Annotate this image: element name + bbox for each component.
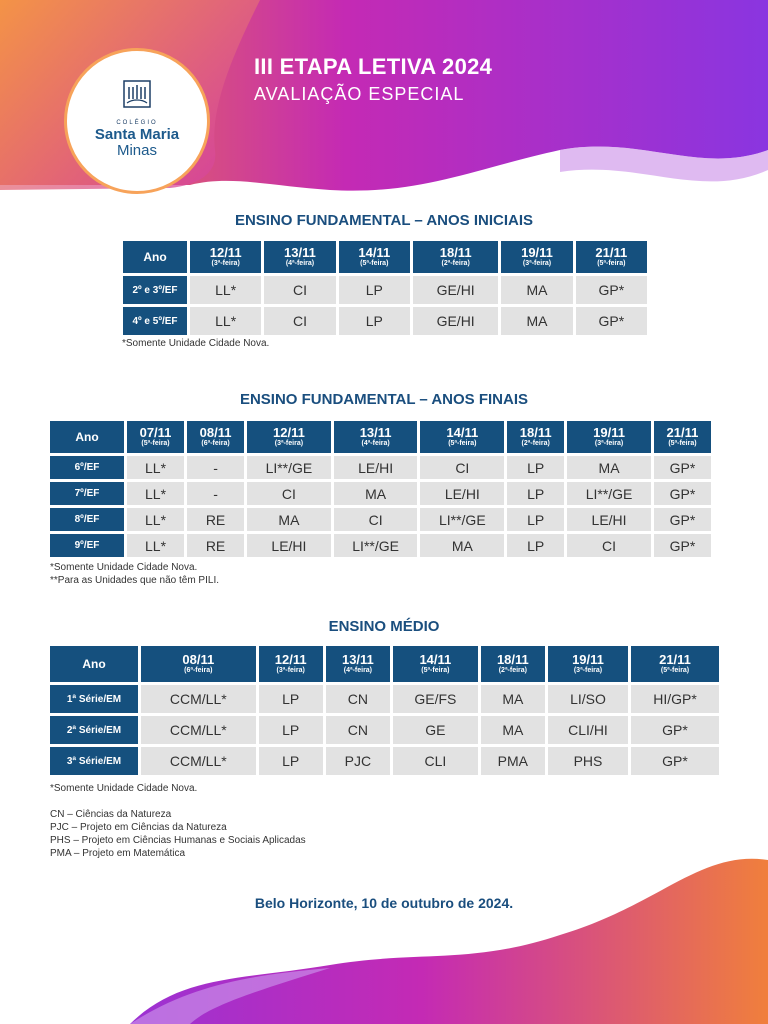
table-cell: MA (481, 685, 545, 713)
table-cell: LI**/GE (334, 534, 418, 557)
table-cell: CI (420, 456, 504, 479)
table-cell: LI**/GE (567, 482, 651, 505)
table-cell: CLI (393, 747, 478, 775)
legend-item: PJC – Projeto em Ciências da Natureza (50, 822, 227, 833)
header-corner: Ano (50, 646, 138, 682)
col-header: 08/11 (6ª-feira) (187, 421, 244, 453)
table-cell: MA (501, 307, 572, 335)
legend-item: PHS – Projeto em Ciências Humanas e Sociais Aplicadas (50, 835, 306, 846)
section-title-anos-finais: ENSINO FUNDAMENTAL – ANOS FINAIS (239, 391, 529, 408)
table-row (50, 534, 711, 557)
col-header: 21/11 (5ª-feira) (654, 421, 711, 453)
school-logo (64, 48, 210, 194)
table-cell: LE/HI (567, 508, 651, 531)
table-cell: LP (507, 508, 564, 531)
table-row (123, 276, 647, 304)
col-header: 21/11 (5ª-feira) (576, 241, 647, 273)
logo-city: Minas (116, 142, 157, 159)
col-header: 21/11 (5ª-feira) (631, 646, 719, 682)
col-header: 08/11 (6ª-feira) (141, 646, 256, 682)
table-cell: CI (264, 276, 335, 304)
col-header: 13/11 (4ª-feira) (264, 241, 335, 273)
table-cell: CI (334, 508, 418, 531)
section-title-anos-iniciais: ENSINO FUNDAMENTAL – ANOS INICIAIS (234, 212, 534, 229)
table-cell: GP* (654, 456, 711, 479)
table-cell: GE/HI (413, 276, 498, 304)
table-cell: CLI/HI (548, 716, 628, 744)
header-corner: Ano (50, 421, 124, 453)
row-header: 4º e 5º/EF (123, 307, 187, 335)
table-cell: MA (567, 456, 651, 479)
table-cell: LL* (190, 276, 261, 304)
row-header: 9º/EF (50, 534, 124, 557)
logo-name: Santa Maria (94, 126, 180, 143)
table-cell: CI (264, 307, 335, 335)
table-cell: GP* (654, 482, 711, 505)
footnote: *Somente Unidade Cidade Nova. (50, 783, 198, 794)
table-cell: CCM/LL* (141, 747, 256, 775)
table-row (50, 747, 719, 775)
place-date: Belo Horizonte, 10 de outubro de 2024. (254, 895, 514, 911)
col-header: 07/11 (5ª-feira) (127, 421, 184, 453)
footnote: *Somente Unidade Cidade Nova. (122, 338, 270, 349)
col-header: 14/11 (5ª-feira) (339, 241, 410, 273)
table-cell: MA (420, 534, 504, 557)
table-cell: GP* (654, 534, 711, 557)
table-cell: MA (334, 482, 418, 505)
table-cell: CN (326, 716, 390, 744)
crest-icon (67, 77, 207, 116)
col-header: 19/11 (3ª-feira) (501, 241, 572, 273)
table-cell: CI (247, 482, 331, 505)
table-cell: LP (259, 716, 323, 744)
header-corner: Ano (123, 241, 187, 273)
table-cell: LI**/GE (247, 456, 331, 479)
table-cell: LP (507, 534, 564, 557)
table-cell: PMA (481, 747, 545, 775)
table-cell: LP (259, 685, 323, 713)
table-cell: GE/HI (413, 307, 498, 335)
table-row (50, 508, 711, 531)
table-cell: LI**/GE (420, 508, 504, 531)
table-anos-finais (47, 418, 714, 560)
table-cell: LL* (127, 534, 184, 557)
table-ensino-medio (47, 643, 722, 778)
table-cell: LP (339, 276, 410, 304)
table-cell: PHS (548, 747, 628, 775)
table-cell: GP* (631, 747, 719, 775)
row-header: 1ª Série/EM (50, 685, 138, 713)
page-subtitle: AVALIAÇÃO ESPECIAL (254, 84, 465, 104)
table-cell: MA (247, 508, 331, 531)
table-cell: GE/FS (393, 685, 478, 713)
col-header: 14/11 (5ª-feira) (420, 421, 504, 453)
table-cell: LE/HI (334, 456, 418, 479)
footnote: **Para as Unidades que não têm PILI. (50, 575, 219, 586)
table-cell: - (187, 482, 244, 505)
legend-item: CN – Ciências da Natureza (50, 809, 172, 820)
section-title-ensino-medio: ENSINO MÉDIO (328, 618, 440, 635)
table-cell: LE/HI (247, 534, 331, 557)
table-cell: GP* (654, 508, 711, 531)
table-cell: LE/HI (420, 482, 504, 505)
col-header: 14/11 (5ª-feira) (393, 646, 478, 682)
footnotes (50, 561, 219, 587)
abbreviation-legend (50, 808, 306, 860)
col-header: 18/11 (2ª-feira) (413, 241, 498, 273)
table-cell: CN (326, 685, 390, 713)
table-cell: LP (507, 482, 564, 505)
row-header: 2ª Série/EM (50, 716, 138, 744)
table-cell: LL* (127, 482, 184, 505)
col-header: 18/11 (2ª-feira) (507, 421, 564, 453)
logo-small-label: COLÉGIO (116, 120, 158, 126)
table-cell: GE (393, 716, 478, 744)
row-header: 3ª Série/EM (50, 747, 138, 775)
table-cell: CCM/LL* (141, 685, 256, 713)
row-header: 7º/EF (50, 482, 124, 505)
table-cell: LP (259, 747, 323, 775)
table-row (50, 456, 711, 479)
table-row (50, 482, 711, 505)
col-header: 18/11 (2ª-feira) (481, 646, 545, 682)
row-header: 6º/EF (50, 456, 124, 479)
table-cell: PJC (326, 747, 390, 775)
col-header: 12/11 (3ª-feira) (190, 241, 261, 273)
table-cell: LL* (127, 508, 184, 531)
table-cell: LI/SO (548, 685, 628, 713)
col-header: 19/11 (3ª-feira) (548, 646, 628, 682)
table-cell: MA (481, 716, 545, 744)
table-cell: - (187, 456, 244, 479)
table-anos-iniciais (120, 238, 650, 338)
table-row (50, 716, 719, 744)
table-cell: RE (187, 508, 244, 531)
legend-item: PMA – Projeto em Matemática (50, 848, 186, 859)
table-row (123, 307, 647, 335)
col-header: 12/11 (3ª-feira) (247, 421, 331, 453)
table-cell: GP* (576, 307, 647, 335)
table-cell: LL* (190, 307, 261, 335)
page-header (254, 54, 492, 105)
footnote: *Somente Unidade Cidade Nova. (50, 562, 198, 573)
col-header: 12/11 (3ª-feira) (259, 646, 323, 682)
table-row (50, 685, 719, 713)
col-header: 19/11 (3ª-feira) (567, 421, 651, 453)
table-cell: GP* (631, 716, 719, 744)
table-cell: RE (187, 534, 244, 557)
row-header: 2º e 3º/EF (123, 276, 187, 304)
col-header: 13/11 (4ª-feira) (334, 421, 418, 453)
table-cell: CCM/LL* (141, 716, 256, 744)
table-cell: CI (567, 534, 651, 557)
table-cell: MA (501, 276, 572, 304)
table-cell: LP (339, 307, 410, 335)
table-cell: HI/GP* (631, 685, 719, 713)
table-cell: GP* (576, 276, 647, 304)
col-header: 13/11 (4ª-feira) (326, 646, 390, 682)
page-title: III ETAPA LETIVA 2024 (254, 54, 493, 79)
table-cell: LP (507, 456, 564, 479)
row-header: 8º/EF (50, 508, 124, 531)
table-cell: LL* (127, 456, 184, 479)
